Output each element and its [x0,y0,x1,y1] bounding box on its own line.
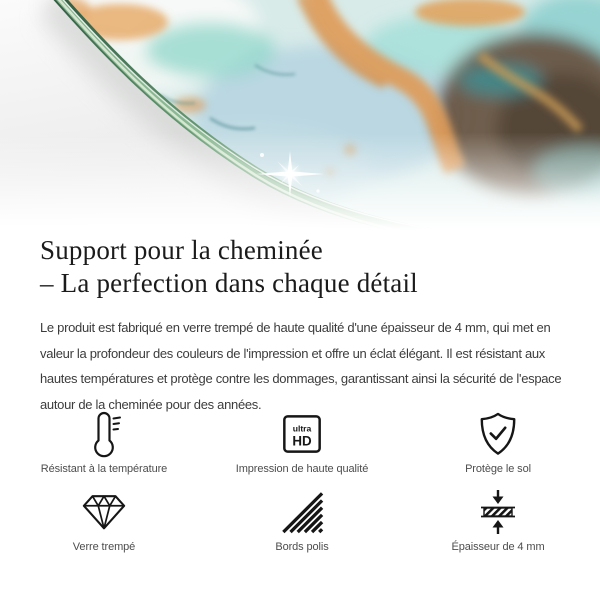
glass-panel-illustration [0,0,600,240]
description-line: hautes températures et protège contre les dommages, garantissant ainsi la sécurité de l'espace [40,371,562,386]
feature-floor-protection [396,409,600,475]
feature-print-quality [208,409,396,475]
title-line-1: Support pour la cheminée [40,235,323,265]
feature-label: Impression de haute qualité [235,463,369,475]
feature-thickness [396,487,600,553]
feature-polished-edges [208,487,396,553]
feature-temperature [0,409,208,475]
description-line: Le produit est fabriqué en verre trempé de haute qualité d'une épaisseur de 4 mm, qui met en [40,320,551,335]
feature-label: Protège le sol [465,463,531,475]
ultra-hd-icon [281,409,323,459]
feature-label: Résistant à la température [40,463,168,475]
product-photo [0,0,600,240]
feature-label: Verre trempé [72,541,136,553]
page-title [40,234,565,300]
polished-edges-icon [280,487,324,537]
feature-label: Épaisseur de 4 mm [451,541,545,553]
feature-tempered-glass [0,487,208,553]
feature-grid [0,409,600,553]
description-line: valeur la profondeur des couleurs de l'impression et offre un éclat élégant. Il est résistant aux [40,345,545,361]
thermometer-icon [85,409,123,459]
product-description [40,315,565,417]
shield-check-icon [477,409,519,459]
ultra-text: ultra [292,423,312,434]
description-line: autour de la cheminée pour des années. [40,396,262,412]
title-line-2: – La perfection dans chaque détail [40,268,418,298]
hd-text: HD [292,433,312,449]
hero-fade [0,128,600,240]
diamond-icon [81,487,127,537]
thickness-4mm-icon [476,487,520,537]
feature-label: Bords polis [275,541,329,553]
